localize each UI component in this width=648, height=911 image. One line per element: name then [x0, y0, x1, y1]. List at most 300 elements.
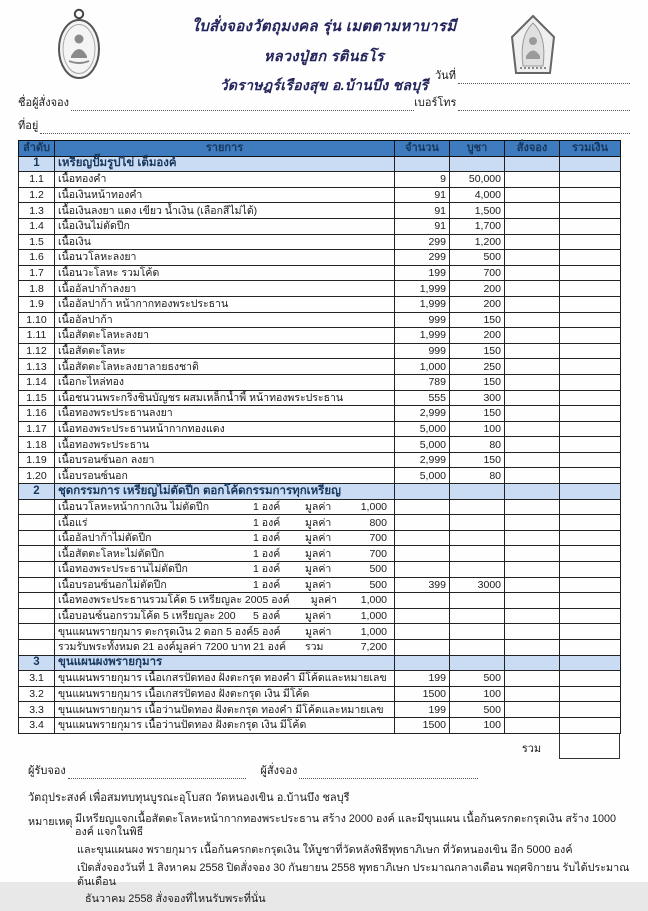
- item-description: ขุนแผนพรายกุมาร เนื้อว่านปัดทอง ฝังตะกรุด ทองคำ มีโค้ดและหมายเลข: [55, 702, 395, 718]
- section-number: 3: [19, 655, 55, 671]
- section-empty-cell: [395, 156, 450, 172]
- total-entry-cell[interactable]: [560, 530, 621, 546]
- total-entry-cell[interactable]: [560, 203, 621, 219]
- section-empty-cell: [560, 655, 621, 671]
- item-row: [19, 343, 621, 359]
- total-entry-cell[interactable]: [560, 437, 621, 453]
- item-value-label: มูลค่า: [305, 547, 332, 560]
- item-unit-count: 1 องค์: [253, 500, 281, 513]
- order-entry-cell[interactable]: [505, 343, 560, 359]
- item-description: [55, 546, 395, 562]
- item-value-label: มูลค่า: [310, 594, 338, 607]
- section-title: ชุดกรรมการ เหรียญไม่ตัดปีก ตอกโค้ดกรรมการทุกเหรียญ: [55, 484, 395, 500]
- item-description: เนื้อสัตตะโลหะลงยา: [55, 328, 395, 344]
- item-number: 3.2: [19, 686, 55, 702]
- order-entry-cell[interactable]: [505, 671, 560, 687]
- total-entry-cell[interactable]: [560, 717, 621, 733]
- section-empty-cell: [505, 655, 560, 671]
- item-value: 1,000: [360, 594, 388, 607]
- price-cell: 700: [450, 265, 505, 281]
- item-unit-count: 1 องค์: [253, 563, 281, 576]
- quantity-cell: [395, 530, 450, 546]
- section-empty-cell: [560, 484, 621, 500]
- price-cell: 500: [450, 702, 505, 718]
- item-number: 1.7: [19, 265, 55, 281]
- quantity-cell: 2,999: [395, 406, 450, 422]
- grand-total-box[interactable]: [559, 734, 620, 759]
- item-row: [19, 452, 621, 468]
- grand-total-row: [0, 734, 648, 759]
- column-header-0: ลำดับ: [19, 141, 55, 157]
- price-cell: 200: [450, 328, 505, 344]
- item-value: 800: [369, 516, 387, 529]
- item-number: 1.10: [19, 312, 55, 328]
- price-cell: 100: [450, 717, 505, 733]
- price-cell: [450, 530, 505, 546]
- total-entry-cell[interactable]: [560, 593, 621, 609]
- item-description-text: เนื้อแร่: [58, 516, 88, 529]
- section-header-row: [19, 655, 621, 671]
- temple-name: วัดราษฎร์เรืองสุข อ.บ้านบึง ชลบุรี: [219, 77, 429, 93]
- total-entry-cell[interactable]: [560, 671, 621, 687]
- quantity-cell: 2,999: [395, 452, 450, 468]
- item-number: [19, 593, 55, 609]
- item-number: 1.12: [19, 343, 55, 359]
- order-entry-cell[interactable]: [505, 515, 560, 531]
- item-row: [19, 468, 621, 484]
- section-header-row: [19, 484, 621, 500]
- item-number: 1.17: [19, 421, 55, 437]
- item-description-text: เนื้อทองพระประธานรวมโค้ด 5 เหรียญละ 200: [58, 594, 263, 607]
- total-entry-cell[interactable]: [560, 312, 621, 328]
- order-entry-cell[interactable]: [505, 421, 560, 437]
- section-number: 2: [19, 484, 55, 500]
- item-row: [19, 328, 621, 344]
- item-number: 1.15: [19, 390, 55, 406]
- item-description: [55, 593, 395, 609]
- price-cell: 500: [450, 250, 505, 266]
- monk-name: หลวงปู่ฮก รตินธโร: [263, 49, 385, 65]
- quantity-cell: [395, 562, 450, 578]
- price-cell: [450, 562, 505, 578]
- receiver-sign-line[interactable]: [68, 768, 247, 779]
- note-line-2: และขุนแผนผง พรายกุมาร เนื้อก้นครกตะกรุดเงิน ให้บูชาที่วัดหลังพิธีพุทธาภิเษก ที่วัดหนองเขิน อีก 5000 องค์: [77, 844, 573, 857]
- order-entry-cell[interactable]: [505, 702, 560, 718]
- item-number: 1.6: [19, 250, 55, 266]
- order-entry-cell[interactable]: [505, 562, 560, 578]
- order-entry-cell[interactable]: [505, 187, 560, 203]
- quantity-cell: 1500: [395, 686, 450, 702]
- item-description: [55, 499, 395, 515]
- note-block: [0, 813, 648, 911]
- price-cell: 1,500: [450, 203, 505, 219]
- quantity-cell: 1,999: [395, 296, 450, 312]
- section-header-row: [19, 156, 621, 172]
- price-cell: 150: [450, 406, 505, 422]
- price-cell: 300: [450, 390, 505, 406]
- total-entry-cell[interactable]: [560, 187, 621, 203]
- item-description: ขุนแผนพรายกุมาร เนื้อเกสรปัดทอง ฝังตะกรุด ทองคำ มีโค้ดและหมายเลข: [55, 671, 395, 687]
- item-description-text: เนื้อสัตตะโลหะไม่ตัดปีก: [58, 547, 165, 560]
- item-number: 1.4: [19, 218, 55, 234]
- order-entry-cell[interactable]: [505, 296, 560, 312]
- total-entry-cell[interactable]: [560, 468, 621, 484]
- item-description: [55, 577, 395, 593]
- orderer-sign-line[interactable]: [299, 768, 478, 779]
- item-value: 500: [369, 563, 387, 576]
- item-number: 1.2: [19, 187, 55, 203]
- price-cell: 1,200: [450, 234, 505, 250]
- orderer-name-field-line[interactable]: [71, 100, 414, 111]
- item-value-label: มูลค่า: [305, 563, 332, 576]
- item-row: [19, 374, 621, 390]
- section-title: ขุนแผนผงพรายกุมาร: [55, 655, 395, 671]
- total-entry-cell[interactable]: [560, 546, 621, 562]
- item-row: [19, 624, 621, 640]
- total-entry-cell[interactable]: [560, 452, 621, 468]
- price-cell: 3000: [450, 577, 505, 593]
- note-line-4: ธันวาคม 2558 สั่งจองที่ไหนรับพระที่นั่น: [85, 893, 266, 906]
- order-entry-cell[interactable]: [505, 717, 560, 733]
- item-row: [19, 717, 621, 733]
- item-row: [19, 234, 621, 250]
- price-cell: 4,000: [450, 187, 505, 203]
- item-description: ขุนแผนพรายกุมาร เนื้อเกสรปัดทอง ฝังตะกรุด เงิน มีโค้ด: [55, 686, 395, 702]
- receiver-label: ผู้รับจอง: [28, 764, 66, 777]
- item-number: 1.3: [19, 203, 55, 219]
- item-number: 1.9: [19, 296, 55, 312]
- order-entry-cell[interactable]: [505, 452, 560, 468]
- price-cell: 50,000: [450, 172, 505, 188]
- total-entry-cell[interactable]: [560, 499, 621, 515]
- price-cell: 1,700: [450, 218, 505, 234]
- item-description: [55, 530, 395, 546]
- column-header-5: รวมเงิน: [560, 141, 621, 157]
- price-cell: 200: [450, 281, 505, 297]
- total-entry-cell[interactable]: [560, 562, 621, 578]
- item-row: [19, 187, 621, 203]
- item-value: 7,200: [360, 641, 387, 654]
- orderer-name-label: ชื่อผู้สั่งจอง: [18, 97, 70, 109]
- order-entry-cell[interactable]: [505, 265, 560, 281]
- item-number: 1.20: [19, 468, 55, 484]
- total-entry-cell[interactable]: [560, 250, 621, 266]
- total-entry-cell[interactable]: [560, 640, 621, 656]
- quantity-cell: 91: [395, 203, 450, 219]
- total-entry-cell[interactable]: [560, 281, 621, 297]
- item-unit-count: 1 องค์: [253, 547, 281, 560]
- total-entry-cell[interactable]: [560, 234, 621, 250]
- item-row: [19, 608, 621, 624]
- section-empty-cell: [505, 156, 560, 172]
- item-row: [19, 562, 621, 578]
- quantity-cell: 999: [395, 312, 450, 328]
- order-entry-cell[interactable]: [505, 499, 560, 515]
- item-description: เนื้อเงินหน้าทองคำ: [55, 187, 395, 203]
- item-value-label: มูลค่า: [305, 625, 332, 638]
- order-entry-cell[interactable]: [505, 250, 560, 266]
- address-field-line[interactable]: [40, 123, 630, 134]
- order-entry-cell[interactable]: [505, 437, 560, 453]
- order-entry-cell[interactable]: [505, 406, 560, 422]
- price-cell: 80: [450, 437, 505, 453]
- item-number: [19, 546, 55, 562]
- item-number: 1.18: [19, 437, 55, 453]
- quantity-cell: 1,999: [395, 328, 450, 344]
- item-value: 700: [369, 547, 387, 560]
- item-row: [19, 577, 621, 593]
- quantity-cell: 299: [395, 234, 450, 250]
- item-row: [19, 546, 621, 562]
- quantity-cell: 999: [395, 343, 450, 359]
- total-entry-cell[interactable]: [560, 172, 621, 188]
- quantity-cell: [395, 515, 450, 531]
- item-description-text: เนื้อบอนซ์นอกรวมโค้ด 5 เหรียญละ 200: [58, 610, 236, 623]
- section-empty-cell: [395, 655, 450, 671]
- order-entry-cell[interactable]: [505, 624, 560, 640]
- item-value-label: มูลค่า: [305, 610, 332, 623]
- item-row: [19, 406, 621, 422]
- total-entry-cell[interactable]: [560, 328, 621, 344]
- item-value-label: มูลค่า: [305, 532, 332, 545]
- total-entry-cell[interactable]: [560, 421, 621, 437]
- item-number: 1.13: [19, 359, 55, 375]
- item-row: [19, 702, 621, 718]
- quantity-cell: 1,999: [395, 281, 450, 297]
- quantity-cell: 9: [395, 172, 450, 188]
- order-table: [18, 140, 621, 734]
- quantity-cell: 399: [395, 577, 450, 593]
- order-entry-cell[interactable]: [505, 390, 560, 406]
- column-header-4: สั่งจอง: [505, 141, 560, 157]
- column-header-3: บูชา: [450, 141, 505, 157]
- total-entry-cell[interactable]: [560, 374, 621, 390]
- item-description: [55, 562, 395, 578]
- price-cell: [450, 624, 505, 640]
- order-entry-cell[interactable]: [505, 640, 560, 656]
- item-unit-count: 5 องค์: [253, 625, 281, 638]
- section-number: 1: [19, 156, 55, 172]
- order-entry-cell[interactable]: [505, 328, 560, 344]
- total-entry-cell[interactable]: [560, 343, 621, 359]
- item-number: 1.14: [19, 374, 55, 390]
- item-description: เนื้อสัตตะโลหะลงยาลายธงชาติ: [55, 359, 395, 375]
- item-value-label: มูลค่า: [305, 500, 332, 513]
- section-empty-cell: [560, 156, 621, 172]
- total-entry-cell[interactable]: [560, 515, 621, 531]
- price-cell: 500: [450, 671, 505, 687]
- item-row: [19, 671, 621, 687]
- item-number: 1.11: [19, 328, 55, 344]
- order-entry-cell[interactable]: [505, 468, 560, 484]
- total-entry-cell[interactable]: [560, 265, 621, 281]
- date-label: วันที่: [435, 70, 456, 82]
- total-entry-cell[interactable]: [560, 218, 621, 234]
- total-entry-cell[interactable]: [560, 390, 621, 406]
- item-description: เนื้ออัลปาก้า: [55, 312, 395, 328]
- quantity-cell: 91: [395, 187, 450, 203]
- column-header-2: จำนวน: [395, 141, 450, 157]
- quantity-cell: 5,000: [395, 421, 450, 437]
- quantity-cell: 199: [395, 671, 450, 687]
- item-description: [55, 624, 395, 640]
- total-entry-cell[interactable]: [560, 577, 621, 593]
- price-cell: 100: [450, 421, 505, 437]
- item-row: [19, 437, 621, 453]
- price-cell: 200: [450, 296, 505, 312]
- order-entry-cell[interactable]: [505, 577, 560, 593]
- item-number: 1.19: [19, 452, 55, 468]
- price-cell: 150: [450, 452, 505, 468]
- item-row: [19, 172, 621, 188]
- item-number: 3.1: [19, 671, 55, 687]
- item-row: [19, 421, 621, 437]
- item-number: [19, 577, 55, 593]
- total-entry-cell[interactable]: [560, 624, 621, 640]
- item-row: [19, 593, 621, 609]
- item-number: [19, 530, 55, 546]
- price-cell: 80: [450, 468, 505, 484]
- form-header: [0, 0, 648, 93]
- item-row: [19, 515, 621, 531]
- section-empty-cell: [450, 484, 505, 500]
- item-number: 1.1: [19, 172, 55, 188]
- signature-row: [0, 761, 648, 779]
- item-description: เนื้อทองคำ: [55, 172, 395, 188]
- quantity-cell: [395, 608, 450, 624]
- item-description: เนื้อบรอนซ์นอก: [55, 468, 395, 484]
- order-entry-cell[interactable]: [505, 530, 560, 546]
- oval-monk-medal-icon: [52, 8, 106, 87]
- item-row: [19, 265, 621, 281]
- quantity-cell: 789: [395, 374, 450, 390]
- order-entry-cell[interactable]: [505, 234, 560, 250]
- item-number: [19, 640, 55, 656]
- item-row: [19, 218, 621, 234]
- order-entry-cell[interactable]: [505, 608, 560, 624]
- order-entry-cell[interactable]: [505, 686, 560, 702]
- order-entry-cell[interactable]: [505, 281, 560, 297]
- item-description: เนื้อชนวนพระกริ่งชินบัญชร ผสมเหล็กน้ำพี้ หน้าทองพระประธาน: [55, 390, 395, 406]
- item-value: 500: [369, 578, 387, 591]
- section-empty-cell: [450, 655, 505, 671]
- price-cell: [450, 546, 505, 562]
- item-row: [19, 530, 621, 546]
- phone-label: เบอร์โทร: [414, 97, 457, 109]
- item-description: เนื้อบรอนซ์นอก ลงยา: [55, 452, 395, 468]
- item-unit-count: 1 องค์: [253, 516, 281, 529]
- total-entry-cell[interactable]: [560, 406, 621, 422]
- quantity-cell: 5,000: [395, 468, 450, 484]
- price-cell: 100: [450, 686, 505, 702]
- order-entry-cell[interactable]: [505, 593, 560, 609]
- date-field-line[interactable]: [458, 73, 630, 84]
- item-value: 700: [369, 532, 387, 545]
- item-value: 1,000: [360, 500, 387, 513]
- item-description: เนื้ออัลปาก้าลงยา: [55, 281, 395, 297]
- quantity-cell: [395, 640, 450, 656]
- item-value-label: รวม: [305, 641, 324, 654]
- total-entry-cell[interactable]: [560, 686, 621, 702]
- order-entry-cell[interactable]: [505, 374, 560, 390]
- quantity-cell: 199: [395, 702, 450, 718]
- order-entry-cell[interactable]: [505, 218, 560, 234]
- order-entry-cell[interactable]: [505, 172, 560, 188]
- quantity-cell: [395, 546, 450, 562]
- price-cell: 150: [450, 374, 505, 390]
- price-cell: [450, 593, 505, 609]
- item-number: 1.5: [19, 234, 55, 250]
- item-row: [19, 203, 621, 219]
- item-row: [19, 499, 621, 515]
- item-description: เนื้ออัลปาก้า หน้ากากทองพระประธาน: [55, 296, 395, 312]
- item-number: 1.16: [19, 406, 55, 422]
- total-entry-cell[interactable]: [560, 296, 621, 312]
- purpose-text: วัตถุประสงค์ เพื่อสมทบทุนบูรณะอุโบสถ วัดหนองเขิน อ.บ้านบึง ชลบุรี: [28, 791, 350, 804]
- quantity-cell: 199: [395, 265, 450, 281]
- item-description-text: รวมรับพระทั้งหมด 21 องค์มูลค่า 7200 บาท: [58, 641, 251, 654]
- item-number: [19, 608, 55, 624]
- item-description: เนื้อเงินไม่ตัดปีก: [55, 218, 395, 234]
- section-empty-cell: [505, 484, 560, 500]
- price-cell: [450, 608, 505, 624]
- item-value-label: มูลค่า: [305, 516, 332, 529]
- address-label: ที่อยู่: [18, 120, 39, 132]
- order-entry-cell[interactable]: [505, 312, 560, 328]
- address-row: [0, 116, 648, 134]
- item-row: [19, 359, 621, 375]
- price-cell: 250: [450, 359, 505, 375]
- item-value-label: มูลค่า: [305, 578, 332, 591]
- item-number: 1.8: [19, 281, 55, 297]
- item-row: [19, 390, 621, 406]
- phone-field-line[interactable]: [458, 100, 630, 111]
- quantity-cell: 5,000: [395, 437, 450, 453]
- item-description-text: เนื้อทองพระประธานไม่ตัดปีก: [58, 563, 188, 576]
- order-table-body: [19, 156, 621, 733]
- item-row: [19, 312, 621, 328]
- price-cell: 150: [450, 312, 505, 328]
- note-label: หมายเหตุ: [28, 815, 73, 828]
- item-description: เนื้อกะไหล่ทอง: [55, 374, 395, 390]
- item-description-text: เนื้อนวโลหะหน้ากากเงิน ไม่ตัดปีก: [58, 500, 210, 513]
- item-row: [19, 296, 621, 312]
- item-unit-count: 5 องค์: [262, 594, 290, 607]
- quantity-cell: 299: [395, 250, 450, 266]
- orderer-sign-label: ผู้สั่งจอง: [260, 764, 298, 777]
- item-row: [19, 250, 621, 266]
- item-unit-count: 1 องค์: [253, 578, 281, 591]
- item-description: [55, 640, 395, 656]
- note-line-1: มีเหรียญแจกเนื้อสัตตะโลหะหน้ากากทองพระประธาน สร้าง 2000 องค์ และมีขุนแผน เนื้อก้นครกตะกรุดเงิน สร้าง 1000 องค์ แจกในพิธี: [75, 812, 617, 839]
- price-cell: 150: [450, 343, 505, 359]
- item-number: 3.3: [19, 702, 55, 718]
- item-unit-count: 21 องค์: [253, 641, 287, 654]
- order-entry-cell[interactable]: [505, 546, 560, 562]
- item-description: เนื้อนวโลหะลงยา: [55, 250, 395, 266]
- item-description: เนื้อทองพระประธานหน้ากากทองแดง: [55, 421, 395, 437]
- total-entry-cell[interactable]: [560, 702, 621, 718]
- order-entry-cell[interactable]: [505, 359, 560, 375]
- total-entry-cell[interactable]: [560, 359, 621, 375]
- quantity-cell: 91: [395, 218, 450, 234]
- item-description-text: เนื้ออัลปาก้าไม่ตัดปีก: [58, 532, 152, 545]
- item-number: 3.4: [19, 717, 55, 733]
- column-header-1: รายการ: [55, 141, 395, 157]
- total-entry-cell[interactable]: [560, 608, 621, 624]
- item-description-text: เนื้อบรอนซ์นอกไม่ตัดปีก: [58, 578, 167, 591]
- order-entry-cell[interactable]: [505, 203, 560, 219]
